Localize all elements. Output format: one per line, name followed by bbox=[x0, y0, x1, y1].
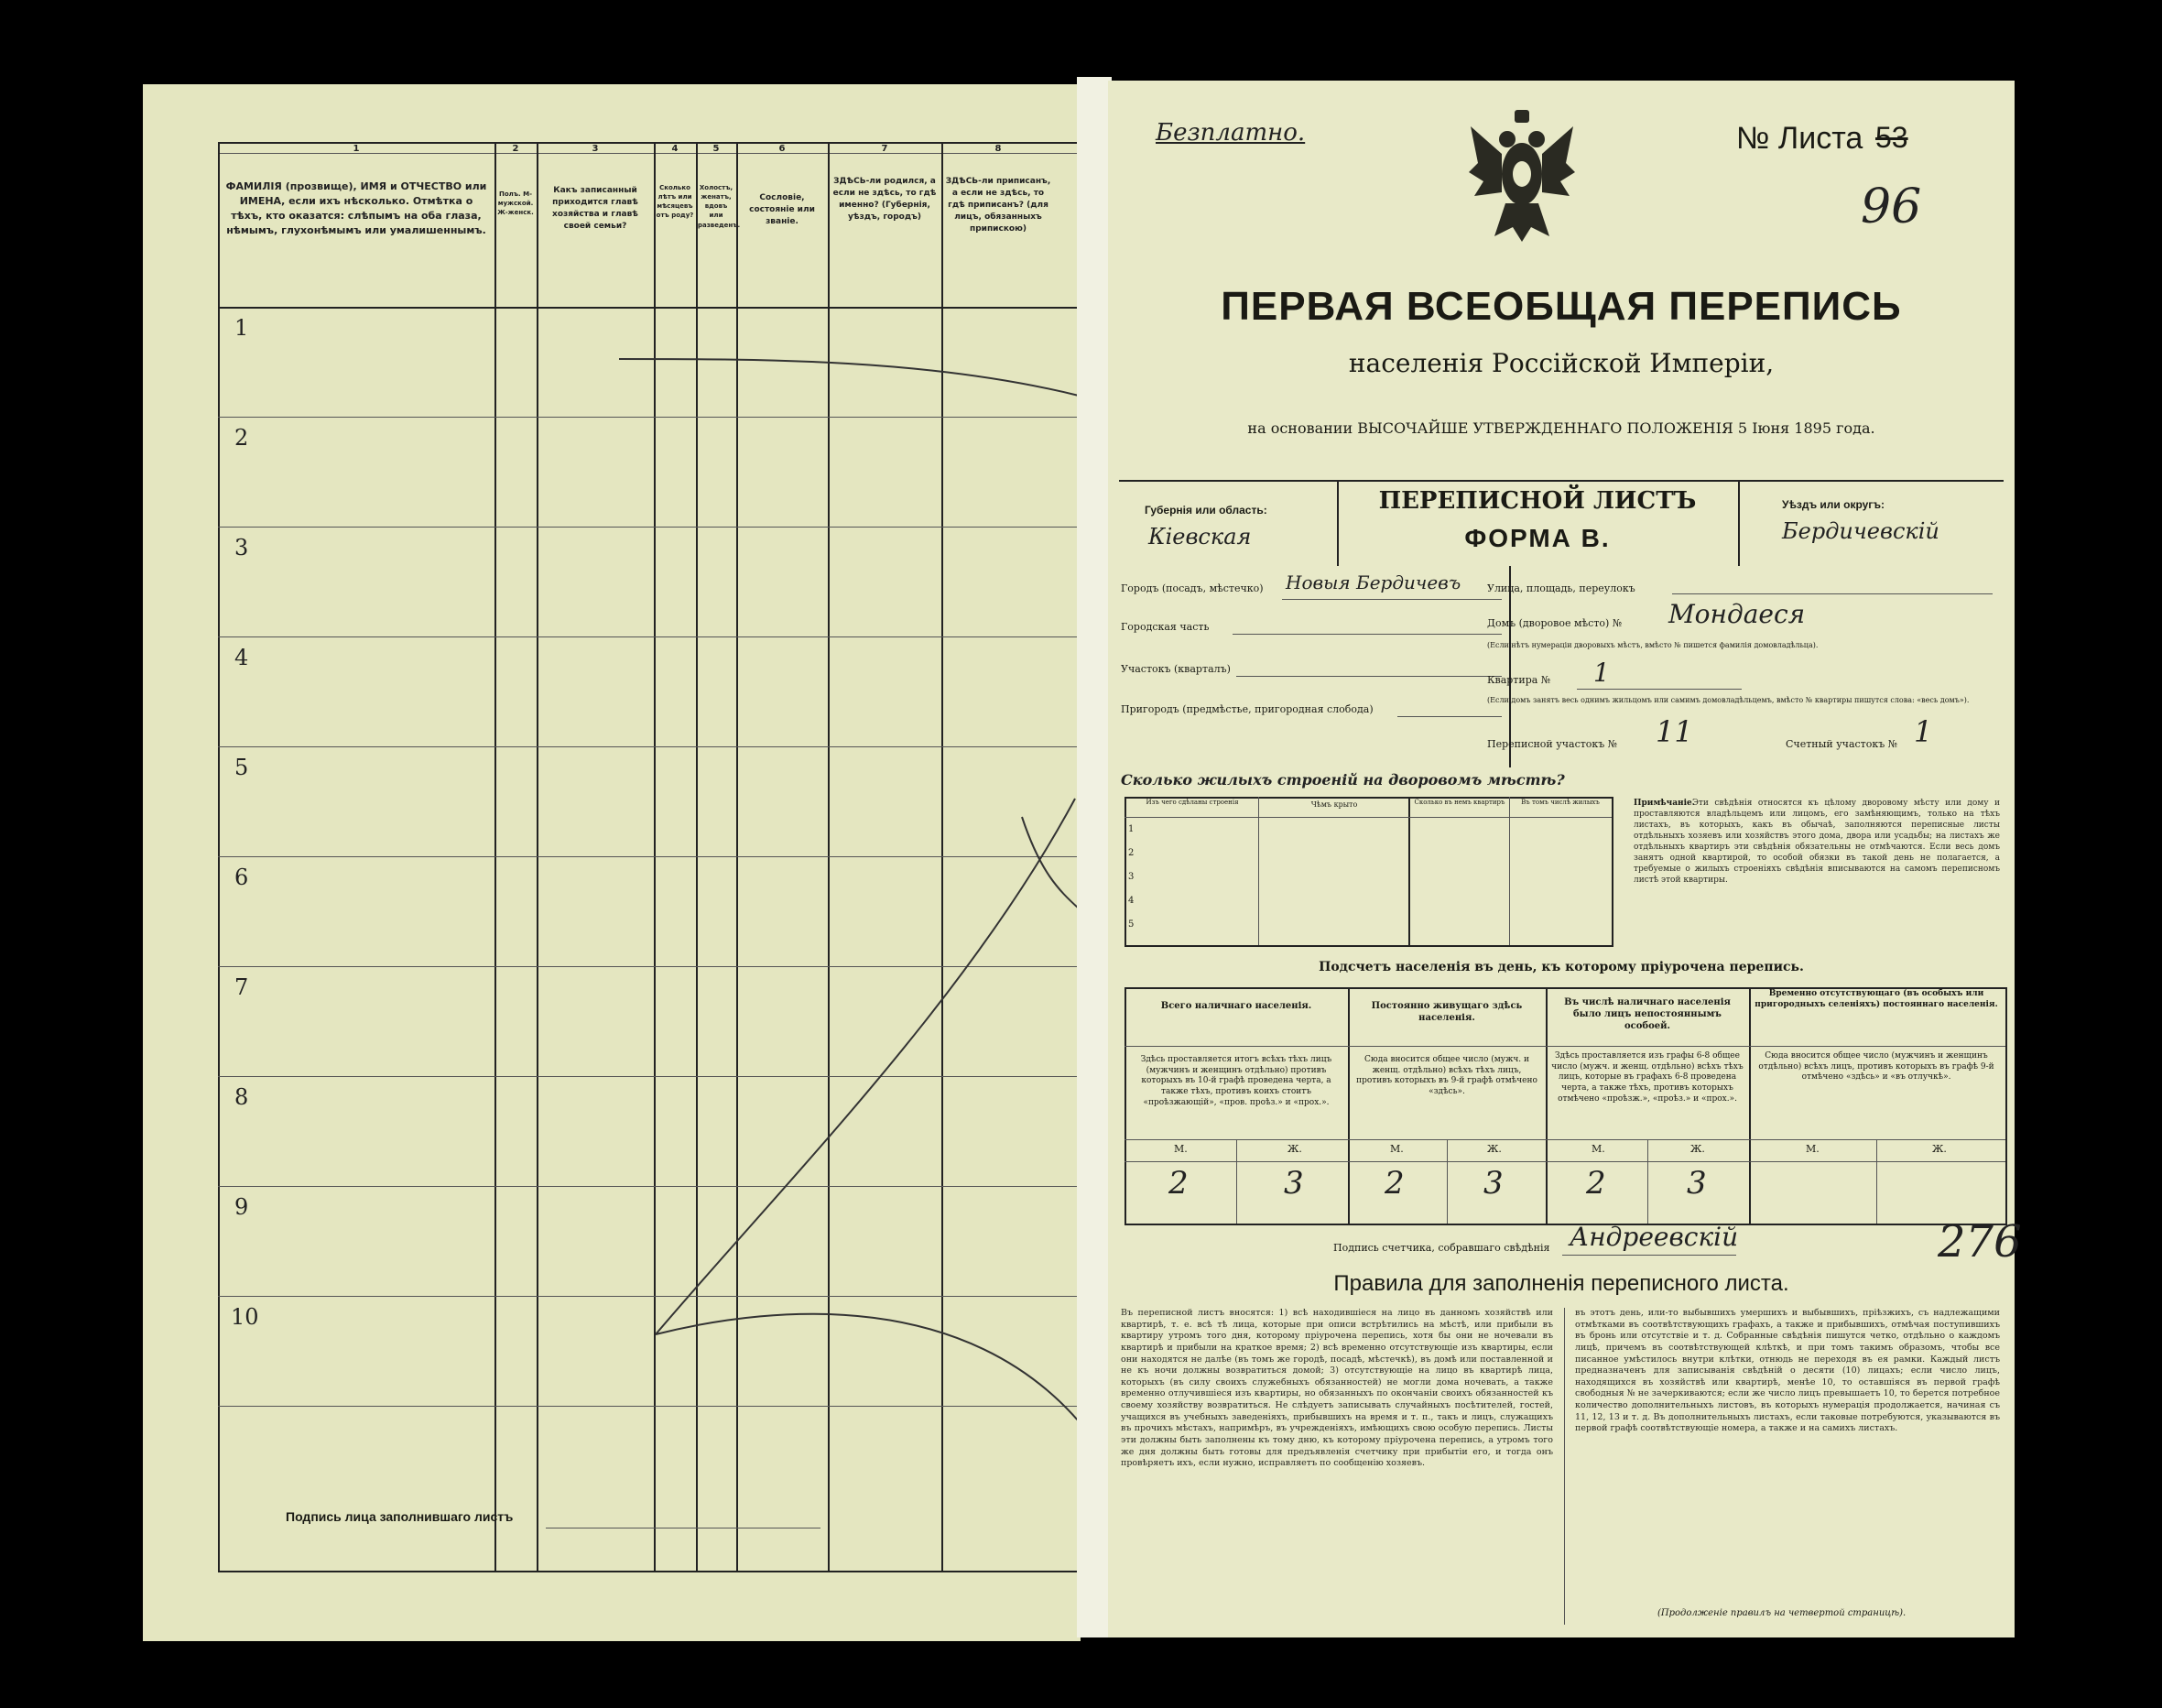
street-label: Улица, площадь, переулокъ bbox=[1487, 582, 1635, 594]
buildings-col-divider bbox=[1509, 797, 1510, 945]
city-line bbox=[1282, 599, 1502, 600]
rules-title: Правила для заполненія переписного листа. bbox=[1333, 1271, 1789, 1296]
buildings-col-divider bbox=[1408, 797, 1410, 945]
imperial-eagle-icon bbox=[1467, 108, 1577, 245]
buildings-header-rule bbox=[1124, 817, 1612, 818]
note-label: Примѣчаніе. bbox=[1634, 799, 1695, 808]
left-page bbox=[143, 84, 1081, 1641]
row-number: 6 bbox=[234, 865, 249, 890]
row-number: 5 bbox=[234, 755, 249, 780]
tally-female-present: 3 bbox=[1284, 1165, 1304, 1202]
uezd-value: Бердичевскій bbox=[1782, 518, 1939, 544]
column-number: 6 bbox=[778, 144, 786, 154]
tally-desc-absent: Сюда вносится общее число (мужчинъ и женщинъ отдѣльно) всѣхъ лицъ, противъ которыхъ въ графѣ 9-й отмѣчено «здѣсь» и «въ отлучкѣ». bbox=[1758, 1051, 1994, 1082]
city-label: Городъ (посадъ, мѣстечко) bbox=[1121, 582, 1264, 594]
count-district-value: 1 bbox=[1914, 714, 1933, 749]
enumerator-signature: Андреевскій bbox=[1570, 1222, 1739, 1252]
female-label: Ж. bbox=[1287, 1143, 1302, 1155]
book-spine bbox=[1077, 77, 1112, 1637]
suburb-line bbox=[1397, 716, 1502, 717]
street-line bbox=[1672, 593, 1993, 594]
buildings-header: Сколько въ немъ квартиръ bbox=[1414, 799, 1505, 806]
row-number: 8 bbox=[234, 1084, 249, 1110]
tally-desc-rule bbox=[1124, 1139, 2005, 1140]
tally-header-present: Всего наличнаго населенія. bbox=[1160, 1001, 1312, 1011]
tally-mf-divider bbox=[1876, 1139, 1877, 1224]
enumerator-line bbox=[1562, 1255, 1736, 1256]
pen-strike-marks bbox=[143, 84, 1081, 1641]
column-header-relation: Какъ записанный приходится главѣ хозяйства и главѣ своей семьи? bbox=[552, 186, 638, 232]
rules-text-right: въ этотъ день, или-то выбывшихъ умершихъ и выбывшихъ, пріѣзжихъ, съ надлежащими отмѣтками въ соотвѣтствующихъ графахъ, а также и прибывшихъ, отмѣчая поступившихъ въ бронь или отсутствіе и т. д. Собранные свѣдѣнія пишутся четко, отдѣльно о каждомъ лицѣ, причемъ въ соотвѣтствующей клѣткѣ, и при томъ такимъ образомъ, чтобы все писанное умѣстилось внутри клѣтки, отнюдь не переходя въ ея рамки. Каждый листъ предназначенъ для записыванія свѣдѣній о десяти (10) лицахъ; если число лицъ, находящихся въ хозяйствѣ или квартирѣ, менѣе 10, то оставшіяся въ первой графѣ свободныя № не зачеркиваются; если же число лицъ превышаетъ 10, то берется потребное количество дополнительныхъ листовъ, въ которыхъ нумерація продолжается, начиная съ 11, 12, 13 и т. д. Въ дополнительныхъ листахъ, если таковые потребуются, указываются въ первой графѣ соотвѣтствующіе номера, а также и на самихъ листахъ. bbox=[1575, 1308, 2000, 1434]
address-divider bbox=[1509, 566, 1511, 767]
apartment-note: (Если домъ занятъ весь однимъ жильцомъ или самимъ домовладѣльцемъ, вмѣсто № квартиры пишутся слова: «весь домъ»). bbox=[1487, 696, 1970, 704]
note-text: Эти свѣдѣнія относятся къ цѣлому дворовому мѣсту или дому и проставляются владѣльцемъ или лицомъ, его замѣняющимъ, только на тѣхъ листахъ, въ которыхъ, какъ въ обычаѣ, заполняются переписные листы отдѣльныхъ хозяевъ или хозяйствъ этого дома, двора или усадьбы; на листахъ же отдѣльныхъ квартиръ эти свѣдѣнія обязательны не отмѣчаются. Если весь домъ занятъ одной квартирой, то особой обязки въ такой день не полагается, а требуемые о жилыхъ строеніяхъ свѣдѣнія вписываются на самомъ переписномъ листѣ этой квартиры. bbox=[1634, 799, 2000, 885]
male-label: М. bbox=[1592, 1143, 1605, 1155]
count-district-label: Счетный участокъ № bbox=[1786, 738, 1898, 750]
row-number: 1 bbox=[234, 315, 249, 341]
female-label: Ж. bbox=[1690, 1143, 1705, 1155]
row-number: 10 bbox=[231, 1304, 259, 1330]
buildings-col-divider bbox=[1258, 797, 1259, 945]
sheet-struck-number: 53 bbox=[1875, 121, 1908, 154]
page-title: ПЕРВАЯ ВСЕОБЩАЯ ПЕРЕПИСЬ bbox=[1221, 284, 1902, 329]
tally-desc-present: Здѣсь проставляется итогъ всѣхъ тѣхъ лицъ (мужчинъ и женщинъ отдѣльно) противъ которыхъ въ 10-й графѣ проведена черта, а также тѣхъ, противъ коихъ стоитъ «проѣзжающій», «пров. проѣз.» и «прох.». bbox=[1140, 1055, 1332, 1107]
column-header-sex: Полъ. М-мужской. Ж-женск. bbox=[497, 190, 534, 217]
female-label: Ж. bbox=[1932, 1143, 1947, 1155]
page-subtitle: населенія Россійской Имперіи, bbox=[1348, 348, 1775, 378]
male-label: М. bbox=[1806, 1143, 1820, 1155]
rules-text-left: Въ переписной листъ вносятся: 1) всѣ находившіеся на лицо въ данномъ хозяйствѣ или квартирѣ, т. е. всѣ тѣ лица, которые при описи встрѣтились на мѣстѣ, или прибыли въ квартиру утромъ того дня, которому пріурочена перепись, хотя бы они не ночевали въ квартирѣ и прибыли на краткое время; 2) всѣ временно отсутствующіе изъ квартиры, если они находятся не далѣе (въ томъ же городѣ, посадѣ, мѣстечкѣ), въ домѣ или поставленной и не къ ночи должны возвратиться домой; 3) отсутствующіе на лицо въ квартирѣ лица, которыхъ (въ силу своихъ служебныхъ обязанностей) не могли дома ночевать, а также временно отлучившіеся изъ квартиры, но обязанныхъ по окончаніи своихъ обязанностей къ своему хозяйству возвратиться. Не слѣдуетъ записывать случайныхъ посѣтителей, гостей, учащихся въ учебныхъ заведеніяхъ, прибывшихъ на время и т. п., такъ и лицъ, служащихъ въ прочихъ мѣстахъ, напримѣръ, въ учрежденіяхъ, имѣющихъ свою особую перепись. Листы эти должны быть заполнены къ тому дню, къ которому пріурочена перепись, а утромъ того же дня должны быть готовы для предъявленія счетчику при прибытіи его, и тогда онъ провѣряетъ ихъ, если нужно, исправляетъ по сообщенію хозяевъ. bbox=[1121, 1308, 1553, 1469]
tally-female-permanent: 3 bbox=[1483, 1165, 1504, 1202]
district-line bbox=[1236, 676, 1502, 677]
column-header-marital: Холостъ, женатъ, вдовъ или разведенъ. bbox=[698, 184, 741, 229]
rules-column-divider bbox=[1564, 1308, 1565, 1625]
guberniya-value: Кіевская bbox=[1148, 524, 1252, 549]
column-header-birthplace: ЗДѢСЬ-ли родился, а если не здѣсь, то гдѣ именно? (Губернія, уѣздъ, городъ) bbox=[832, 177, 937, 223]
district-label: Участокъ (кварталъ) bbox=[1121, 663, 1231, 675]
census-district-value: 11 bbox=[1656, 714, 1693, 749]
column-number: 5 bbox=[712, 144, 720, 154]
tally-col-divider bbox=[1546, 987, 1548, 1224]
female-label: Ж. bbox=[1487, 1143, 1502, 1155]
column-number: 1 bbox=[353, 144, 360, 154]
right-page bbox=[1108, 81, 2022, 1637]
row-number: 7 bbox=[234, 974, 249, 1000]
guberniya-label: Губернія или область: bbox=[1145, 504, 1267, 517]
form-header-rule bbox=[1119, 480, 2004, 482]
tally-male-transient: 2 bbox=[1586, 1165, 1606, 1202]
tally-desc-permanent: Сюда вносится общее число (мужч. и женщ. отдѣльно) всѣхъ тѣхъ лицъ, противъ которыхъ въ 9-й графѣ отмѣчено «здѣсь». bbox=[1356, 1055, 1537, 1097]
row-number: 4 bbox=[234, 645, 249, 670]
tally-mf-rule bbox=[1124, 1161, 2005, 1162]
free-label: Безплатно. bbox=[1156, 119, 1306, 147]
column-number: 2 bbox=[512, 144, 519, 154]
tally-header-rule bbox=[1124, 1046, 2005, 1047]
continued-note: (Продолженіе правилъ на четвертой страницѣ). bbox=[1657, 1608, 1907, 1618]
house-note: (Если нѣтъ нумераціи дворовыхъ мѣстъ, вмѣсто № пишется фамилія домовладѣльца). bbox=[1487, 641, 1819, 649]
tally-header-permanent: Постоянно живущаго здѣсь населенія. bbox=[1371, 1001, 1523, 1023]
tally-col-divider bbox=[1348, 987, 1350, 1224]
tally-female-transient: 3 bbox=[1687, 1165, 1707, 1202]
column-number: 7 bbox=[881, 144, 888, 154]
tally-desc-transient: Здѣсь проставляется изъ графы 6-8 общее число (мужч. и женщ. отдѣльно) всѣхъ тѣхъ лицъ, которые въ графахъ 6-8 проведена черта, а также тѣхъ, противъ которыхъ отмѣчено «проѣзж.», «проѣз.» и «прох.». bbox=[1551, 1051, 1744, 1104]
signature-label: Подпись лица заполнившаго листъ bbox=[286, 1509, 514, 1524]
city-value: Новыя Бердичевъ bbox=[1286, 571, 1461, 593]
archive-page-number: 276 bbox=[1938, 1216, 2022, 1267]
buildings-table bbox=[1124, 797, 1613, 947]
sheet-number: 96 bbox=[1861, 180, 1922, 234]
column-header-age: Сколько лѣтъ или мѣсяцевъ отъ роду? bbox=[656, 184, 694, 220]
buildings-title: Сколько жилыхъ строеній на дворовомъ мѣстѣ? bbox=[1121, 771, 1565, 789]
apartment-label: Квартира № bbox=[1487, 674, 1551, 686]
apartment-value: 1 bbox=[1593, 658, 1610, 688]
male-label: М. bbox=[1390, 1143, 1404, 1155]
form-title: ПЕРЕПИСНОЙ ЛИСТЪ bbox=[1378, 487, 1697, 515]
legal-basis: на основании ВЫСОЧАЙШЕ УТВЕРЖДЕННАГО ПОЛОЖЕНІЯ 5 Іюня 1895 года. bbox=[1247, 419, 1875, 437]
buildings-row-number: 3 bbox=[1128, 872, 1135, 882]
uezd-label: Уѣздъ или округъ: bbox=[1782, 498, 1885, 511]
tally-title: Подсчетъ населенія въ день, къ которому пріурочена перепись. bbox=[1319, 960, 1804, 974]
row-number: 9 bbox=[234, 1194, 249, 1220]
column-header-registration: ЗДѢСЬ-ли приписанъ, а если не здѣсь, то гдѣ приписанъ? (для лицъ, обязанныхъ припискою) bbox=[945, 177, 1051, 234]
form-header-divider bbox=[1738, 480, 1740, 566]
column-number: 4 bbox=[671, 144, 679, 154]
tally-header-absent: Временно отсутствующаго (въ особыхъ или пригородныхъ селеніяхъ) постояннаго населенія. bbox=[1755, 989, 1998, 1009]
column-header-estate: Сословіе, состояніе или званіе. bbox=[749, 193, 815, 227]
tally-mf-divider bbox=[1236, 1139, 1237, 1224]
suburb-label: Пригородъ (предмѣстье, пригородная слобода) bbox=[1121, 703, 1374, 715]
buildings-header: Чѣмъ крыто bbox=[1310, 800, 1358, 809]
house-value: Мондаеся bbox=[1668, 599, 1806, 629]
row-number: 3 bbox=[234, 535, 249, 560]
city-part-label: Городская часть bbox=[1121, 621, 1210, 633]
column-number: 3 bbox=[592, 144, 599, 154]
sheet-label: № Листа bbox=[1736, 121, 1863, 156]
apartment-line bbox=[1577, 689, 1742, 690]
tally-col-divider bbox=[1749, 987, 1751, 1224]
buildings-row-number: 5 bbox=[1128, 919, 1135, 930]
row-number: 2 bbox=[234, 425, 249, 451]
form-letter: ФОРМА В. bbox=[1464, 524, 1611, 552]
enumerator-label: Подпись счетчика, собравшаго свѣдѣнія bbox=[1333, 1242, 1550, 1254]
buildings-row-number: 2 bbox=[1128, 848, 1135, 858]
male-label: М. bbox=[1174, 1143, 1188, 1155]
column-number: 8 bbox=[994, 144, 1002, 154]
tally-male-present: 2 bbox=[1168, 1165, 1189, 1202]
column-header-name: ФАМИЛІЯ (прозвище), ИМЯ и ОТЧЕСТВО или ИМЕНА, если ихъ нѣсколько. Отмѣтка о тѣхъ, кто оказатся: слѣпымъ на оба глаза, нѣмымъ, глухонѣмымъ или умалишеннымъ. bbox=[225, 180, 487, 236]
tally-male-permanent: 2 bbox=[1385, 1165, 1405, 1202]
city-part-line bbox=[1233, 634, 1502, 635]
tally-mf-divider bbox=[1447, 1139, 1448, 1224]
tally-header-transient: Въ числѣ наличнаго населенія было лицъ непостояннымъ особоей. bbox=[1564, 997, 1731, 1031]
buildings-header: Изъ чего сдѣланы строенія bbox=[1146, 799, 1239, 806]
buildings-row-number: 1 bbox=[1128, 824, 1135, 834]
buildings-header: Въ томъ числѣ жилыхъ bbox=[1521, 799, 1600, 806]
tally-mf-divider bbox=[1647, 1139, 1648, 1224]
census-district-label: Переписной участокъ № bbox=[1487, 738, 1618, 750]
buildings-row-number: 4 bbox=[1128, 896, 1135, 906]
house-label: Домъ (дворовое мѣсто) № bbox=[1487, 617, 1623, 629]
